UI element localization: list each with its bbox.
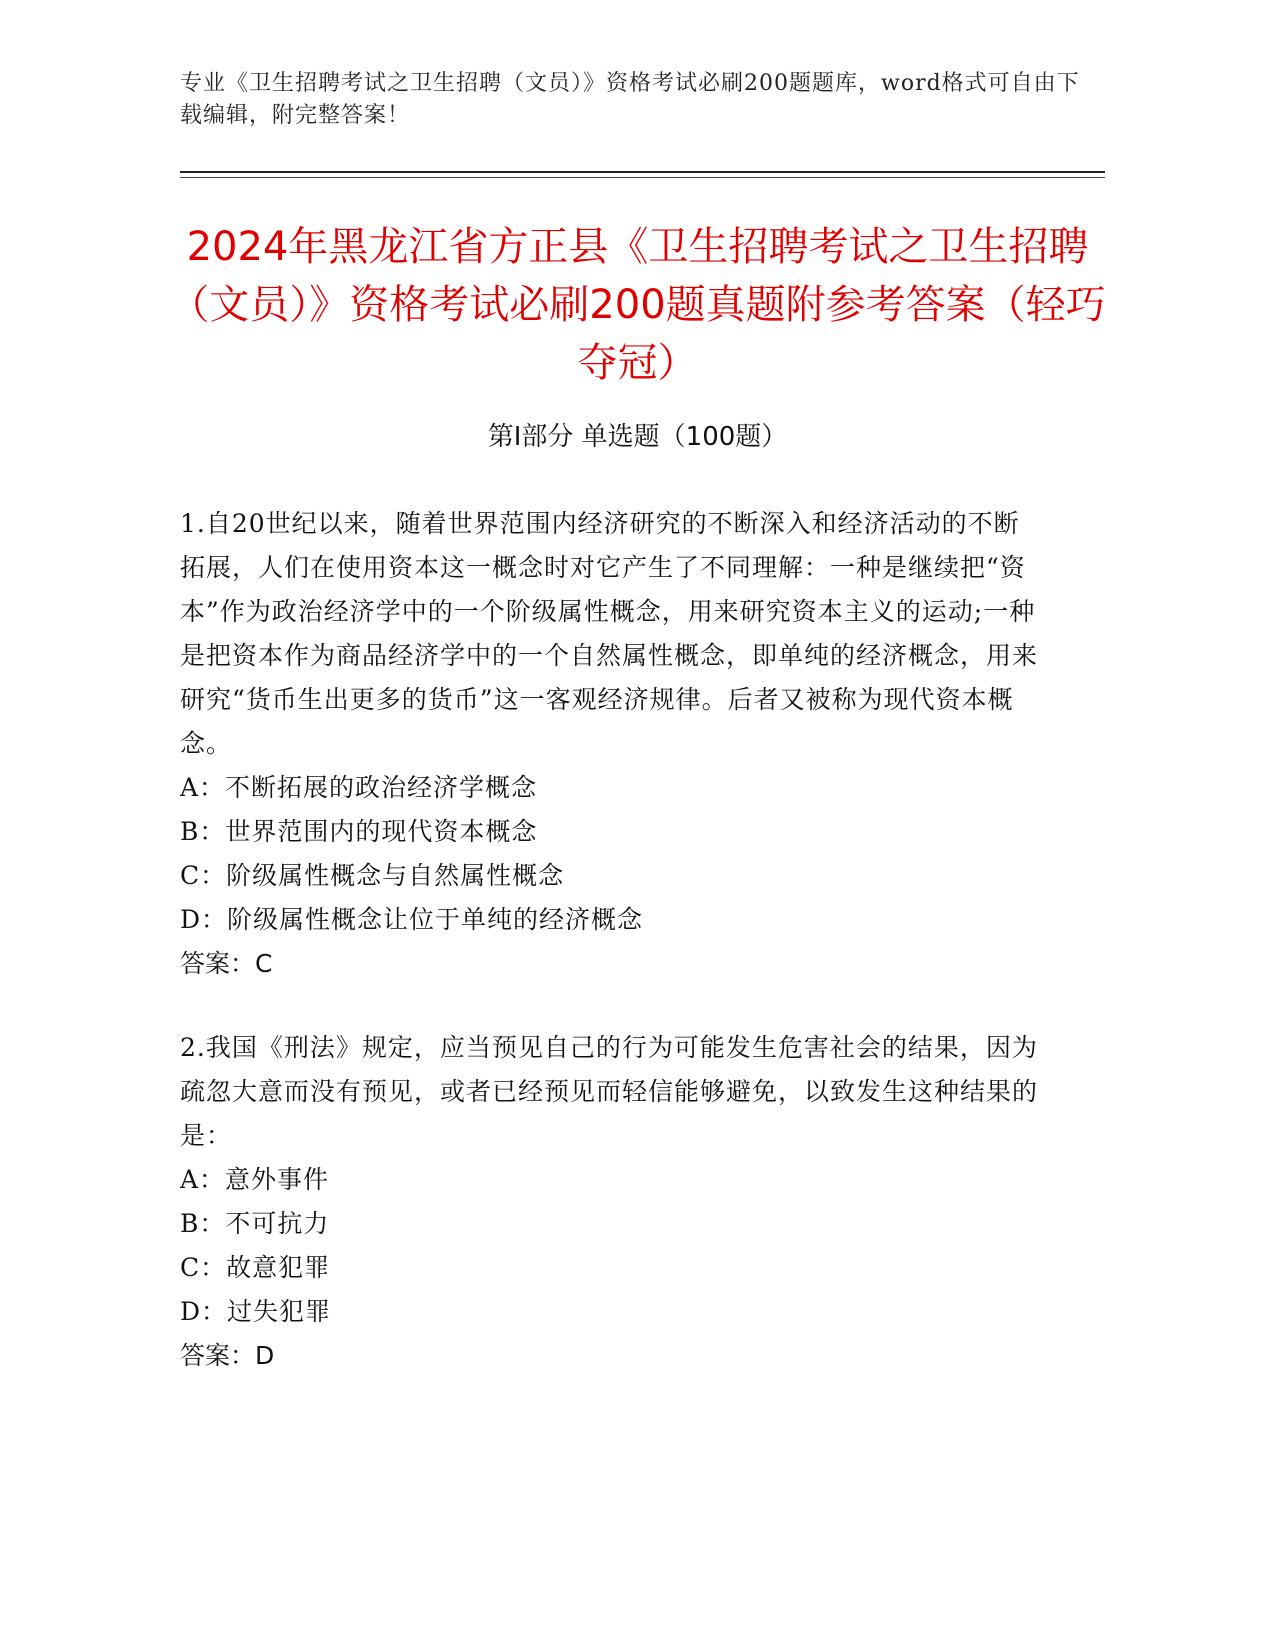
answer: 答案：D [180, 1341, 275, 1370]
option-b: B：不可抗力 [180, 1209, 330, 1238]
option-b: B：世界范围内的现代资本概念 [180, 817, 538, 846]
question-stem: 2.我国《刑法》规定，应当预见自己的行为可能发生危害社会的结果，因为疏忽大意而没有预见，或者已经预见而轻信能够避免，以致发生这种结果的是： [180, 1033, 1039, 1150]
option-a: A：不断拓展的政治经济学概念 [180, 773, 538, 802]
document-title: 2024年黑龙江省方正县《卫生招聘考试之卫生招聘（文员）》资格考试必刷200题真题附参考答案（轻巧夺冠） [169, 224, 1106, 386]
question-stem: 1.自20世纪以来，随着世界范围内经济研究的不断深入和经济活动的不断拓展，人们在使用资本这一概念时对它产生了不同理解：一种是继续把“资本”作为政治经济学中的一个阶级属性概念，用来研究资本主义的运动;一种是把资本作为商品经济学中的一个自然属性概念，即单纯的经济概念，用来研究“货币生出更多的货币”这一客观经济规律。后者又被称为现代资本概念。 [180, 509, 1039, 758]
header-divider-thick [180, 171, 1105, 173]
option-d: D：阶级属性概念让位于单纯的经济概念 [180, 905, 644, 934]
option-c: C：故意犯罪 [180, 1253, 331, 1282]
question-2 [180, 1026, 1040, 1378]
answer: 答案：C [180, 949, 273, 978]
option-d: D：过失犯罪 [180, 1297, 332, 1326]
section-heading: 第I部分 单选题（100题） [487, 422, 788, 452]
option-a: A：意外事件 [180, 1165, 330, 1194]
option-c: C：阶级属性概念与自然属性概念 [180, 861, 565, 890]
header-divider-thin [180, 177, 1105, 178]
header-note: 专业《卫生招聘考试之卫生招聘（文员）》资格考试必刷200题题库，word格式可自由下载编辑，附完整答案！ [180, 71, 1080, 128]
question-1 [180, 502, 1040, 986]
